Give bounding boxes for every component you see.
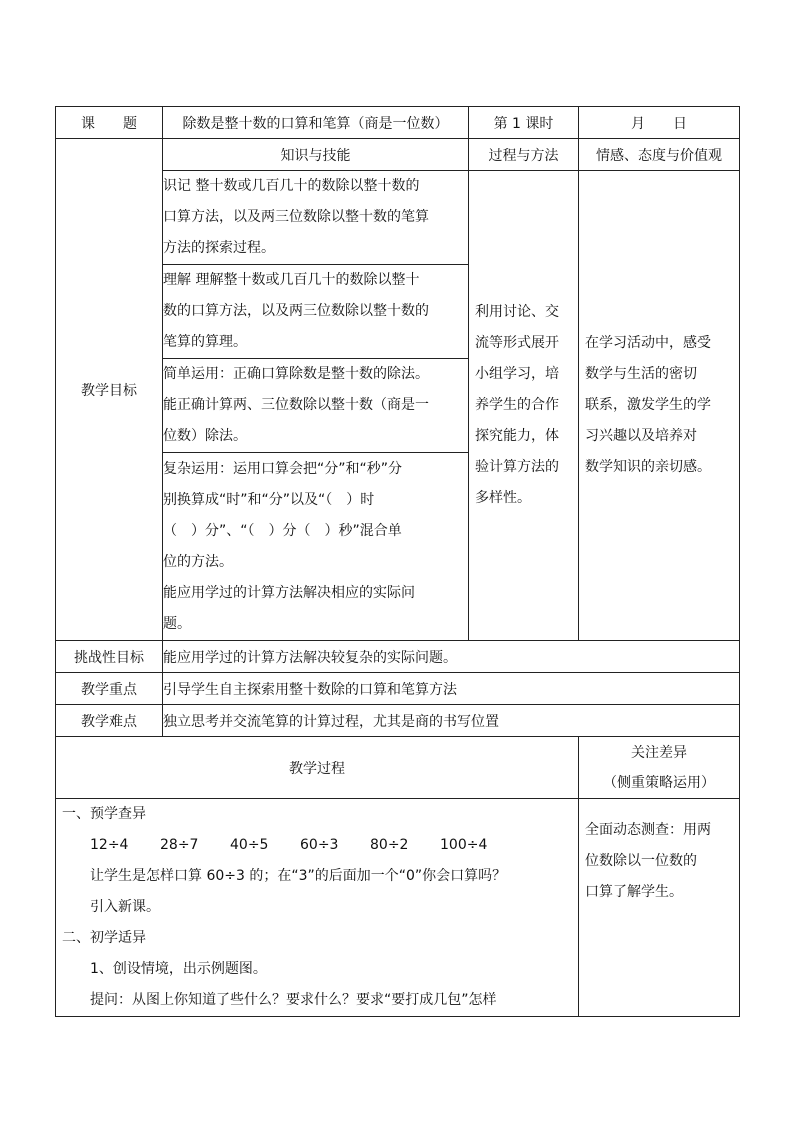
expr: 80÷2 (370, 837, 409, 853)
col-process: 过程与方法 (469, 139, 579, 171)
text-line: 数学与生活的密切 (585, 366, 697, 382)
goals-header-row (56, 139, 740, 171)
text-line: 方法的探索过程。 (163, 240, 275, 256)
differentiation-note (579, 799, 740, 1017)
expr: 12÷4 (90, 837, 129, 853)
challenge-row (56, 641, 740, 673)
focus-row (56, 673, 740, 705)
text-line: 口算方法，以及两三位数除以整十数的笔算 (163, 209, 429, 225)
text-line: 识记 整十数或几百几十的数除以整十数的 (163, 178, 420, 194)
challenge-text: 能应用学过的计算方法解决较复杂的实际问题。 (163, 641, 740, 673)
text-line: 养学生的合作 (475, 397, 559, 413)
process-content (56, 799, 579, 1017)
text-line: 笔算的算理。 (163, 334, 247, 350)
text-line: 利用讨论、交 (475, 304, 559, 320)
emotion-values (579, 171, 740, 641)
expr: 28÷7 (160, 837, 199, 853)
text-line: 题。 (163, 615, 191, 632)
process-body-row (56, 799, 740, 1017)
text-line: 别换算成“时”和“分”以及“（ ）时 (163, 491, 375, 508)
focus-text: 引导学生自主探索用整十数除的口算和笔算方法 (163, 673, 740, 705)
header-row (56, 107, 740, 139)
difficulty-text: 独立思考并交流笔算的计算过程，尤其是商的书写位置 (163, 705, 740, 737)
text-line: 流等形式展开 (475, 335, 559, 351)
section-2-title: 二、初学适异 (62, 930, 146, 946)
text-line: 数的口算方法，以及两三位数除以整十数的 (163, 303, 429, 319)
text-line: 小组学习，培 (475, 366, 559, 382)
section-2-item-1: 1、创设情境，出示例题图。 (90, 961, 267, 977)
lesson-plan-table (55, 106, 740, 1017)
text-line: 多样性。 (475, 490, 531, 506)
text-line: 能正确计算两、三位数除以整十数（商是一 (163, 397, 429, 413)
section-1-question: 让学生是怎样口算 60÷3 的；在“3”的后面加一个“0”你会口算吗？ (90, 868, 507, 884)
text-line: 口算了解学生。 (585, 884, 683, 900)
differentiation-header (579, 737, 740, 799)
lesson-date: 月 日 (579, 107, 740, 139)
knowledge-simple-apply (163, 359, 469, 453)
text-line: 简单运用：正确口算除数是整十数的除法。 (163, 366, 429, 382)
col-knowledge: 知识与技能 (163, 139, 469, 171)
section-2-question: 提问：从图上你知道了些什么？要求什么？要求“要打成几包”怎样 (90, 992, 497, 1008)
expr: 100÷4 (440, 837, 488, 853)
section-1-intro: 引入新课。 (90, 899, 160, 915)
text-line: 复杂运用：运用口算会把“分”和“秒”分 (163, 460, 403, 477)
knowledge-understand (163, 265, 469, 359)
knowledge-complex-apply (163, 453, 469, 641)
text-line: （ ）分”、“（ ）分（ ）秒”混合单 (163, 522, 402, 539)
text-line: 数学知识的亲切感。 (585, 459, 711, 475)
difficulty-label: 教学难点 (56, 705, 163, 737)
side-label-1: 关注差异 (631, 744, 687, 761)
lesson-number: 第 1 课时 (469, 107, 579, 139)
section-1-title: 一、预学查异 (62, 806, 146, 822)
text-line: 在学习活动中，感受 (585, 335, 711, 351)
text-line: 位的方法。 (163, 553, 233, 570)
topic-title: 除数是整十数的口算和笔算（商是一位数） (163, 107, 469, 139)
text-line: 位数除以一位数的 (585, 853, 697, 869)
text-line: 联系，激发学生的学 (585, 397, 711, 413)
text-line: 理解 理解整十数或几百几十的数除以整十 (163, 272, 420, 288)
topic-label: 课 题 (56, 107, 163, 139)
expressions-row (62, 830, 572, 861)
text-line: 探究能力，体 (475, 428, 559, 444)
expr: 60÷3 (300, 837, 339, 853)
process-method (469, 171, 579, 641)
text-line: 验计算方法的 (475, 459, 559, 475)
focus-label: 教学重点 (56, 673, 163, 705)
process-header-row (56, 737, 740, 799)
text-line: 能应用学过的计算方法解决相应的实际问 (163, 584, 415, 601)
side-label-2: （侧重策略运用） (603, 774, 715, 791)
goals-label: 教学目标 (56, 139, 163, 641)
expr: 40÷5 (230, 837, 269, 853)
knowledge-memorize (163, 171, 469, 265)
text-line: 全面动态测查：用两 (585, 822, 711, 838)
col-emotion: 情感、态度与价值观 (579, 139, 740, 171)
text-line: 位数）除法。 (163, 428, 247, 444)
challenge-label: 挑战性目标 (56, 641, 163, 673)
process-label: 教学过程 (56, 737, 579, 799)
text-line: 习兴趣以及培养对 (585, 428, 697, 444)
difficulty-row (56, 705, 740, 737)
